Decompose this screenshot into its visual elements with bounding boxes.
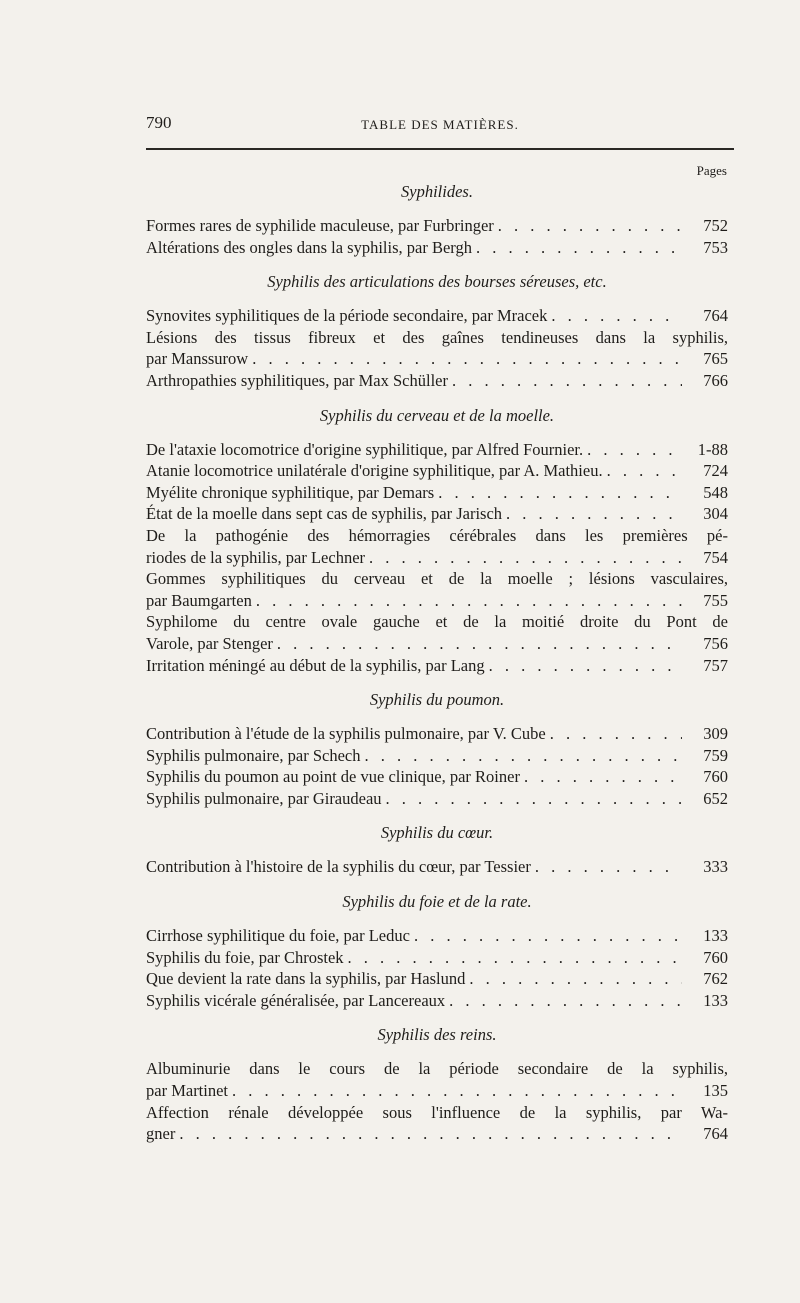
entry-line xyxy=(146,633,728,655)
dot-leader xyxy=(550,723,682,745)
running-title: TABLE DES MATIÈRES. xyxy=(361,117,519,132)
entry-text-line: Syphilome du centre ovale gauche et de la moitié droite du Pont de xyxy=(146,612,728,632)
dot-leader xyxy=(179,1123,682,1145)
entry-text: Syphilis pulmonaire, par Giraudeau xyxy=(146,788,382,808)
toc-section xyxy=(146,890,728,1011)
entry-text: Irritation méningé au début de la syphilis, par Lang xyxy=(146,655,485,675)
toc-entry xyxy=(146,1102,728,1145)
entry-line xyxy=(146,655,728,677)
dot-leader xyxy=(551,305,682,327)
entry-page-number: 759 xyxy=(703,745,728,765)
entry-text-line: Gommes syphilitiques du cerveau et de la moelle ; lésions vasculaires, xyxy=(146,569,728,589)
entry-line xyxy=(146,968,728,990)
toc-section xyxy=(146,1023,728,1144)
entry-line xyxy=(146,215,728,237)
entry-line xyxy=(146,1123,728,1145)
section-heading: Syphilis du foie et de la rate. xyxy=(342,892,532,912)
section-heading: Syphilis du poumon. xyxy=(369,690,505,710)
entry-line xyxy=(146,460,728,482)
entry-text-line: Affection rénale développée sous l'influence de la syphilis, par Wa- xyxy=(146,1102,728,1122)
entry-line xyxy=(146,348,728,370)
toc-entry xyxy=(146,745,728,767)
dot-leader xyxy=(524,766,682,788)
toc-entry xyxy=(146,525,728,568)
dot-leader xyxy=(348,947,682,969)
dot-leader xyxy=(535,856,682,878)
toc-entry xyxy=(146,856,728,878)
toc-section xyxy=(146,404,728,677)
entry-page-number: 755 xyxy=(703,590,728,610)
entry-text: Contribution à l'histoire de la syphilis du cœur, par Tessier xyxy=(146,857,531,877)
entry-line xyxy=(146,788,728,810)
entry-line xyxy=(146,766,728,788)
entry-page-number: 765 xyxy=(703,349,728,369)
toc-entry xyxy=(146,655,728,677)
entry-page-number: 754 xyxy=(703,547,728,567)
entry-text: De l'ataxie locomotrice d'origine syphilitique, par Alfred Fournier. xyxy=(146,439,584,459)
entry-text: Synovites syphilitiques de la période secondaire, par Mracek xyxy=(146,306,548,326)
entry-line xyxy=(146,237,728,259)
toc-entry xyxy=(146,990,728,1012)
entry-page-number: 762 xyxy=(703,969,728,989)
entry-text: Atanie locomotrice unilatérale d'origine syphilitique, par A. Mathieu. xyxy=(146,461,603,481)
pages-column-label: Pages xyxy=(696,163,727,178)
page-number: 790 xyxy=(146,113,172,132)
dot-leader xyxy=(607,460,682,482)
entry-text: Que devient la rate dans la syphilis, par Haslund xyxy=(146,969,466,989)
toc-entry xyxy=(146,439,728,461)
toc-entry xyxy=(146,723,728,745)
dot-leader xyxy=(476,237,682,259)
entry-text-line: Albuminurie dans le cours de la période secondaire de la syphilis, xyxy=(146,1059,728,1079)
toc-entry xyxy=(146,968,728,990)
toc-entry xyxy=(146,788,728,810)
entry-page-number: 309 xyxy=(703,724,728,744)
entry-line xyxy=(146,439,728,461)
dot-leader xyxy=(414,925,682,947)
toc-entry xyxy=(146,237,728,259)
toc-entry xyxy=(146,327,728,370)
entry-line xyxy=(146,370,728,392)
section-heading: Syphilides. xyxy=(401,182,473,201)
entry-line xyxy=(146,723,728,745)
dot-leader xyxy=(369,547,682,569)
entry-text: Myélite chronique syphilitique, par Demars xyxy=(146,482,435,502)
section-heading: Syphilis des articulations des bourses séreuses, etc. xyxy=(267,272,607,292)
entry-page-number: 764 xyxy=(703,306,728,326)
entry-page-number: 652 xyxy=(703,788,728,808)
toc-section xyxy=(146,180,728,258)
entry-page-number: 548 xyxy=(703,482,728,502)
entry-text-line: Lésions des tissus fibreux et des gaînes tendineuses dans la syphilis, xyxy=(146,327,728,347)
dot-leader xyxy=(256,590,682,612)
entry-line xyxy=(146,745,728,767)
entry-page-number: 766 xyxy=(703,370,728,390)
entry-text: Altérations des ongles dans la syphilis, par Bergh xyxy=(146,237,472,257)
entry-text: Syphilis du poumon au point de vue clinique, par Roiner xyxy=(146,767,520,787)
dot-leader xyxy=(252,348,682,370)
toc-entry xyxy=(146,460,728,482)
entry-page-number: 135 xyxy=(703,1081,728,1101)
entry-text: par Martinet xyxy=(146,1081,229,1101)
entry-page-number: 133 xyxy=(703,926,728,946)
entry-text: Syphilis du foie, par Chrostek xyxy=(146,947,344,967)
dot-leader xyxy=(452,370,682,392)
toc-entry xyxy=(146,947,728,969)
entry-line xyxy=(146,990,728,1012)
entry-page-number: 1-88 xyxy=(697,439,728,459)
entry-text: Cirrhose syphilitique du foie, par Leduc xyxy=(146,926,410,946)
toc-entry xyxy=(146,766,728,788)
dot-leader xyxy=(498,215,682,237)
entry-line xyxy=(146,305,728,327)
entry-line xyxy=(146,947,728,969)
toc-section xyxy=(146,688,728,809)
entry-page-number: 760 xyxy=(703,947,728,967)
toc-entry xyxy=(146,305,728,327)
entry-page-number: 304 xyxy=(703,504,728,524)
dot-leader xyxy=(277,633,682,655)
entry-page-number: 764 xyxy=(703,1124,728,1144)
entry-text: Syphilis vicérale généralisée, par Lancereaux xyxy=(146,990,446,1010)
entry-line xyxy=(146,1080,728,1102)
entry-page-number: 133 xyxy=(703,990,728,1010)
entry-text: par Baumgarten xyxy=(146,590,252,610)
entry-text: État de la moelle dans sept cas de syphilis, par Jarisch xyxy=(146,504,503,524)
entry-line xyxy=(146,856,728,878)
entry-page-number: 753 xyxy=(703,237,728,257)
dot-leader xyxy=(386,788,682,810)
dot-leader xyxy=(469,968,682,990)
toc-entry xyxy=(146,503,728,525)
header-rule xyxy=(146,148,734,150)
toc-entry xyxy=(146,482,728,504)
toc-entry xyxy=(146,925,728,947)
entry-line xyxy=(146,590,728,612)
toc-entry xyxy=(146,215,728,237)
dot-leader xyxy=(364,745,682,767)
dot-leader xyxy=(232,1080,682,1102)
entry-line xyxy=(146,925,728,947)
entry-text-line: De la pathogénie des hémorragies cérébrales dans les premières pé- xyxy=(146,525,728,545)
entry-line xyxy=(146,547,728,569)
entry-text: Contribution à l'étude de la syphilis pulmonaire, par V. Cube xyxy=(146,724,546,744)
toc-entry xyxy=(146,1058,728,1101)
toc-entry xyxy=(146,568,728,611)
entry-text: Arthropathies syphilitiques, par Max Schüller xyxy=(146,370,448,390)
entry-page-number: 757 xyxy=(703,655,728,675)
dot-leader xyxy=(489,655,682,677)
page-header xyxy=(146,113,734,137)
entry-line xyxy=(146,503,728,525)
entry-text: gner xyxy=(146,1124,176,1144)
table-of-contents xyxy=(146,180,728,1157)
entry-text: Syphilis pulmonaire, par Schech xyxy=(146,745,361,765)
entry-page-number: 756 xyxy=(703,633,728,653)
dot-leader xyxy=(587,439,682,461)
entry-line xyxy=(146,482,728,504)
dot-leader xyxy=(506,503,682,525)
entry-page-number: 333 xyxy=(703,857,728,877)
toc-entry xyxy=(146,370,728,392)
toc-section xyxy=(146,821,728,878)
section-heading: Syphilis du cerveau et de la moelle. xyxy=(319,405,555,425)
toc-section xyxy=(146,270,728,391)
entry-text: riodes de la syphilis, par Lechner xyxy=(146,547,366,567)
dot-leader xyxy=(449,990,682,1012)
entry-page-number: 760 xyxy=(703,767,728,787)
section-heading: Syphilis des reins. xyxy=(377,1025,497,1045)
entry-text: Formes rares de syphilide maculeuse, par Furbringer xyxy=(146,216,494,235)
entry-page-number: 752 xyxy=(703,216,728,235)
entry-text: par Manssurow xyxy=(146,349,249,369)
section-heading: Syphilis du cœur. xyxy=(380,823,494,843)
dot-leader xyxy=(438,482,682,504)
toc-entry xyxy=(146,611,728,654)
entry-text: Varole, par Stenger xyxy=(146,633,273,653)
entry-page-number: 724 xyxy=(703,461,728,481)
